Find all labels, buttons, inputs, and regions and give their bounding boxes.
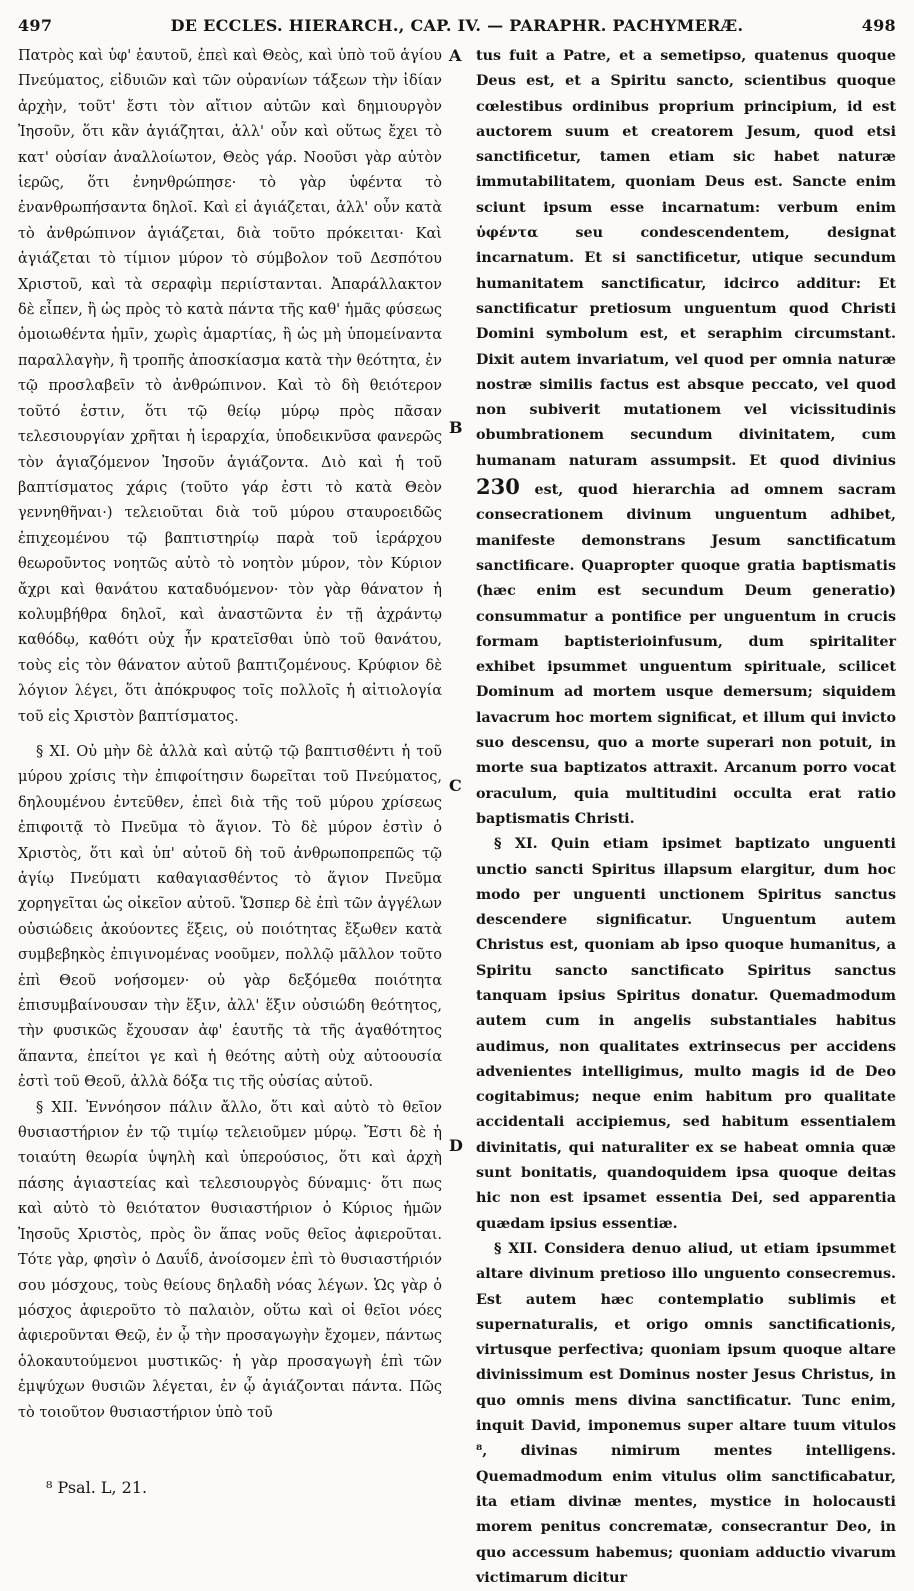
greek-paragraph-1: Πατρὸς καὶ ὑφ' ἑαυτοῦ, ἐπεὶ καὶ Θεὸς, καὶ ὑπὸ τοῦ ἁγίου Πνεύματος, εἰδυιῶν καὶ τῶν οὐρανίων τάξεων τὴν ἰδίαν ἀρχὴν, τοῦτ' ἔστι τὸν αἴτιον αὐτῶν καὶ δημιουργὸν Ἰησοῦν, ὅτι κἂν ἁγιάζηται, ἀλλ' οὖν καὶ οὕτως ἔχει τὸ κατ' οὐσίαν ἀναλλοίωτον, Θεὸς γάρ. Νοοῦσι γὰρ αὐτὸν ἱερῶς, ὅτι ἐνηνθρώπησε· τὸ γὰρ ὑφέντα τὸ ἐνανθρωπήσαντα δηλοῖ. Καὶ εἰ ἁγιάζεται, ἀλλ' οὖν κατὰ τὸ ἀνθρώπινον ἁγιάζεται, διὰ τοῦτο πρόκειται· Καὶ ἁγιάζεται τὸ τίμιον μύρον τὸ σύμβολον τοῦ Δεσπότου Χριστοῦ, καὶ τὰ σεραφὶμ περιίστανται. Ἀπαράλλακτον δὲ εἶπεν, ἢ ὡς πρὸς τὸ κατὰ πάντα τῆς καθ' ἡμᾶς φύσεως ὁμοιωθέντα ἡμῖν, χωρὶς ἁμαρτίας, ἢ ὡς μὴ ὑπομείναντα παραλλαγὴν, ἢ τροπῆς ἀποσκίασμα κατὰ τὴν θεότητα, ἐν τῷ προσλαβεῖν τὸ ἀνθρώπινον. Καὶ τὸ δὴ θειότερον τοῦτό ἐστιν, ὅτι τῷ θείῳ μύρῳ πρὸς πᾶσαν τελεσιουργίαν χρῆται ἡ ἱεραρχία, ὑποδεικνῦσα φανερῶς τὸν ἁγιαζόμενον Ἰησοῦν ἁγιάζοντα. Διὸ καὶ ἡ τοῦ βαπτίσματος χάρις (τοῦτο γάρ ἐστι τὸ κατὰ Θεὸν γεννηθῆναι·) τελειοῦται διὰ τοῦ μύρου σταυροειδῶς ἐπιχεομένου τῷ βαπτιστηρίῳ παρὰ τοῦ ἱεράρχου θεωροῦντος νοητῶς αὐτὸ τὸ νοητὸν μύρον, τὸν Κύριον ἄχρι καὶ θανάτου καταδυόμενον· τὸν γὰρ θάνατον ἡ κολυμβήθρα δηλοῖ, καὶ ἀναστῶντα ἐν τῇ ἀχράντῳ καθόδῳ, καθότι οὐχ ἦν κρατεῖσθαι ὑπὸ τοῦ θανάτου, τοὺς εἰς τὸν θάνατον αὐτοῦ βαπτιζομένους. Κρύφιον δὲ λόγιον λέγει, ὅτι ἀπόκρυφος τοῖς πολλοῖς ἡ αἰτιολογία τοῦ εἰς Χριστὸν βαπτίσματος. bbox=[18, 48, 442, 725]
margin-marker-d: D bbox=[449, 1136, 463, 1155]
running-header bbox=[18, 16, 896, 42]
column-number: 230 bbox=[476, 474, 520, 500]
greek-section-xii: § XII. Ἐννόησον πάλιν ἄλλο, ὅτι καὶ αὐτὸ τὸ θεῖον θυσιαστήριον ἐν τῷ τιμίῳ τελειοῦμεν μύρῳ. Ἔστι δὲ ἡ τοιαύτη θεωρία ὑψηλὴ καὶ ὑπερούσιος, ὅτι καὶ ἀρχὴ πάσης ἁγιαστείας καὶ τελεσιουργὸς δύναμις· ὅτι πως καὶ αὐτὸ τὸ θειότατον θυσιαστήριον ὁ Κύριος ἡμῶν Ἰησοῦς Χριστὸς, πρὸς ὃν ἅπας νοῦς θεῖος ἀφιεροῦται. Τότε γὰρ, φησὶν ὁ Δαυΐδ, ἀνοίσομεν ἐπὶ τὸ θυσιαστήριόν σου μόσχους, τοὺς θείους δηλαδὴ νόας λέγων. Ὡς γὰρ ὁ μόσχος ἀφιεροῦτο τὸ παλαιὸν, οὕτω καὶ οἱ θεῖοι νόες ἀφιεροῦνται Θεῷ, ἐν ᾧ τὴν προσαγωγὴν ἔχομεν, πάντως ὁλοκαυτούμενοι μυστικῶς· ἡ γὰρ προσαγωγὴ ἐπὶ τῶν ἐμψύχων θυσιῶν λέγεται, ἐν ᾧ ἁγιάζονται πάντα. Πῶς τὸ τοιοῦτον θυσιαστήριον ὑπὸ τοῦ bbox=[18, 1099, 442, 1421]
running-title: DE ECCLES. HIERARCH., CAP. IV. — PARAPHR. PACHYMERÆ. bbox=[170, 16, 744, 35]
margin-marker-c: C bbox=[449, 776, 462, 795]
latin-section-xii: § XII. Considera denuo aliud, ut etiam ipsummet altare divinum pretioso illo unguento consecremus. Est autem hæc contemplatio sublimis et supernaturalis, et origo omnis sanctificationis, virtusque perfectiva; quoniam ipsum quoque altare divinissimum est Dominus noster Jesus Christus, in quo omnis mens divina sanctificatur. Tunc enim, inquit David, imponemus super altare tuum vitulos ⁸, divinas nimirum mentes intelligens. Quemadmodum enim vitulus olim sanctificabatur, ita etiam divinæ mentes, mystice in holocausti morem penitus concrematæ, consecrantur Deo, in quo accessum habemus; quoniam adductio vivarum victimarum dicitur bbox=[476, 1240, 896, 1586]
page-number-left: 497 bbox=[18, 16, 53, 35]
page-number-right: 498 bbox=[861, 16, 896, 35]
latin-column bbox=[476, 44, 896, 1591]
latin-paragraph-1a: tus fuit a Patre, et a semetipso, quatenus quoque Deus est, et a Spiritu sancto, scientibus quoque cœlestibus ordinibus proprium principium, id est auctorem suum et creatorem Jesum, quod etsi sanctificetur, tamen etiam sic habet naturæ immutabilitatem, quoniam Deus est. Sancte enim sciunt ipsum esse incarnatum: verbum enim ὑφέντα seu condescendentem, designat incarnatum. Et si sanctificetur, utique secundum humanitatem sanctificatur, idcirco additur: Et sanctificatur pretiosum unguentum quod Christi Domini symbolum est, et seraphim circumstant. Dixit autem invariatum, vel quod per omnia naturæ nostræ similis factus est absque peccato, vel quod non subiverit mutationem vel vicissitudinis obumbrationem secundum divinitatem, cum humanam naturam assumpsit. Et quod divinius bbox=[476, 48, 896, 469]
latin-paragraph-1b: est, quod hierarchia ad omnem sacram consecrationem divinum unguentum adhibet, manifeste demonstrans Jesum sanctificatum sanctificare. Quapropter quoque gratia baptismatis (hæc enim est secundum Deum generatio) consummatur a pontifice per unguentum in crucis formam baptisterioinfusum, dum spiritaliter exhibet ipsummet unguentum spirituale, scilicet Dominum ad mortem usque demersum; siquidem lavacrum hoc mortem significat, et illum qui invicto suo descensu, quo a morte superari non potuit, in morte sua baptizatos attraxit. Arcanum porro vocat oraculum, quia multitudini occulta erat ratio baptismatis Christi. bbox=[476, 482, 896, 827]
latin-section-xi: § XI. Quin etiam ipsimet baptizato unguenti unctio sancti Spiritus illapsum elargitur, dum hoc modo per unguenti unctionem Spiritus sanctus descendere significatur. Unguentum autem Christus est, quoniam ab ipso quoque humanitus, a Spiritu sancto sanctificato Spiritus sanctus tanquam ipsius Spiritus donatur. Quemadmodum autem cum in angelis substantiales habitus audimus, non qualitates extrinsecus per accidens advenientes intelligimus, multo magis id de Deo cogitabimus; neque enim habitum pro qualitate accidentali accipiemus, sed habitum essentialem divinitatis, qui naturaliter ex se habeat omnia quæ sunt bonitatis, quandoquidem ipsa quoque deitas hic non est ipsamet essentia Dei, sed apparentia quædam ipsius essentiæ. bbox=[476, 836, 896, 1232]
greek-section-xi: § XI. Οὐ μὴν δὲ ἀλλὰ καὶ αὐτῷ τῷ βαπτισθέντι ἡ τοῦ μύρου χρίσις τὴν ἐπιφοίτησιν δωρεῖται τοῦ Πνεύματος, δηλουμένου ἐντεῦθεν, ἐπεὶ διὰ τῆς τοῦ μύρου χρίσεως ἐπιφοιτᾷ τὸ Πνεῦμα τὸ ἅγιον. Τὸ δὲ μύρον ἐστὶν ὁ Χριστὸς, ὅτι καὶ ὑπ' αὐτοῦ δὴ τοῦ ἀνθρωποπρεπῶς τῷ ἁγίῳ Πνεύματι καθαγιασθέντος τὸ ἅγιον Πνεῦμα χορηγεῖται ὡς οἰκεῖον αὐτοῦ. Ὥσπερ δὲ ἐπὶ τῶν ἀγγέλων οὐσιώδεις ἀκούοντες ἕξεις, οὐ ποιότητας ἔξωθεν κατὰ συμβεβηκὸς ἐπιγινομένας νοοῦμεν, πολλῷ μᾶλλον τοῦτο ἐπὶ Θεοῦ νοήσομεν· οὐ γὰρ δεξόμεθα ποιότητα ἐπισυμβαίνουσαν τὴν ἕξιν, ἀλλ' ἕξιν οὐσιώδη θεότητος, τὴν φυσικῶς ἔχουσαν ἀφ' ἑαυτῆς τὰ τῆς ἀγαθότητος ἅπαντα, ἐπείτοι γε καὶ ἡ θεότης αὐτὴ οὐχ αὐτοουσία ἐστὶ τοῦ Θεοῦ, ἀλλὰ δόξα τις τῆς οὐσίας αὐτοῦ. bbox=[18, 743, 442, 1091]
latin-paragraph-1 bbox=[476, 44, 896, 832]
greek-column bbox=[18, 44, 442, 1426]
footnote: ⁸ Psal. L, 21. bbox=[46, 1478, 148, 1497]
margin-marker-a: A bbox=[449, 46, 462, 65]
margin-marker-b: B bbox=[449, 418, 463, 437]
